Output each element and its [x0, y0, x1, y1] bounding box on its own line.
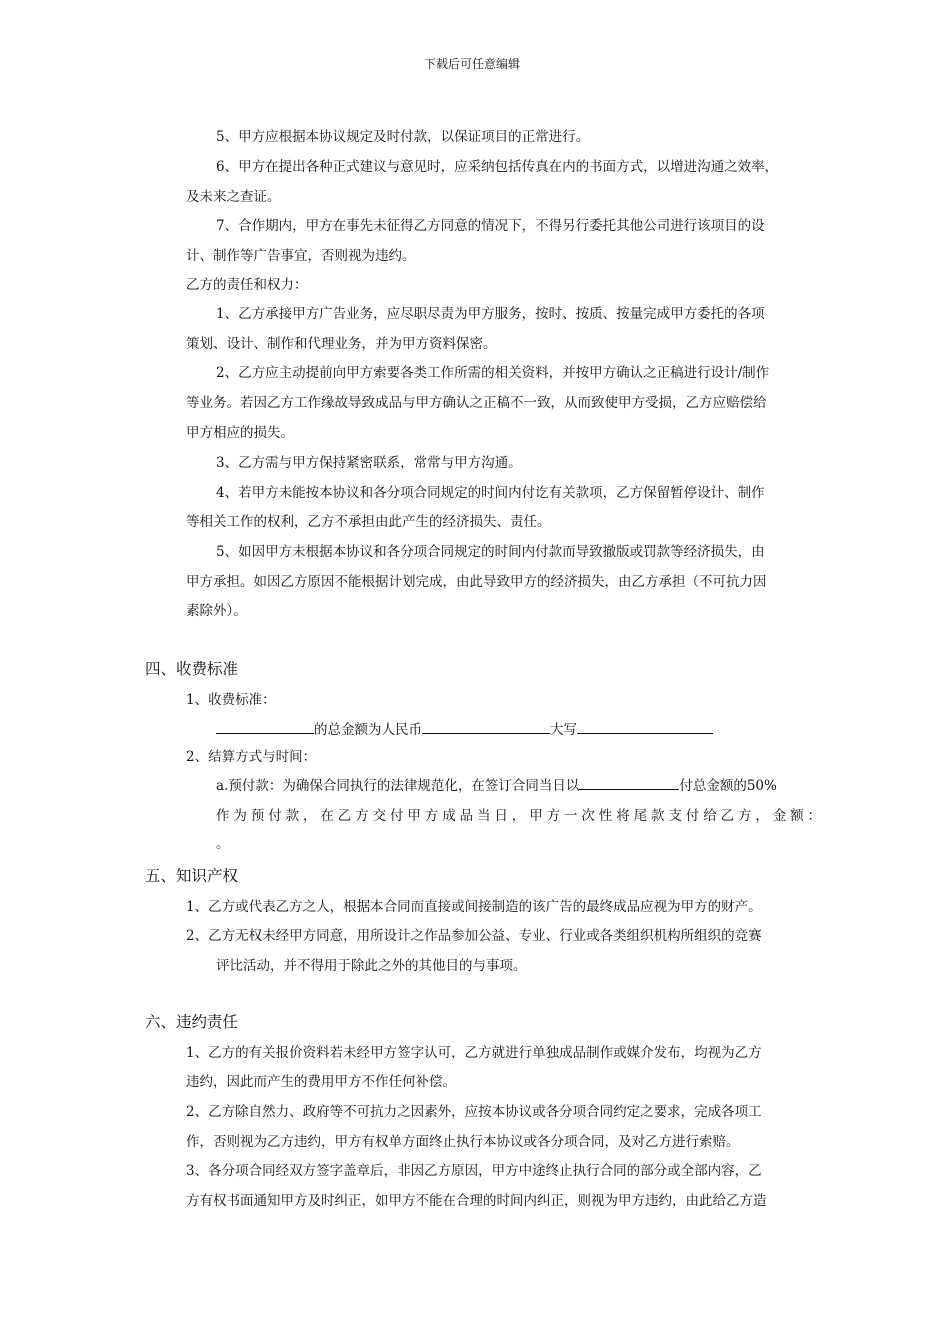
- prepayment-line2: 作为预付款，在乙方交付甲方成品当日，甲方一次性将尾款支付给乙方，金额：: [216, 808, 825, 824]
- clause-yi-5-line2: 甲方承担。如因乙方原因不能根据计划完成，由此导致甲方的经济损失，由乙方承担（不可抗力因: [186, 574, 767, 590]
- ip-clause-2-line1: 2、乙方无权未经甲方同意，用所设计之作品参加公益、专业、行业或各类组织机构所组织的竞赛: [186, 928, 762, 944]
- clause-yi-1-line2: 策划、设计、制作和代理业务，并为甲方资料保密。: [186, 336, 497, 352]
- clause-jia-5: 5、甲方应根据本协议规定及时付款，以保证项目的正常进行。: [216, 129, 590, 145]
- settlement-label: 2、结算方式与时间：: [186, 749, 317, 765]
- breach-clause-1-line2: 违约，因此而产生的费用甲方不作任何补偿。: [186, 1074, 456, 1090]
- clause-jia-6-line2: 及未来之查证。: [186, 189, 281, 205]
- clause-yi-2-line3: 甲方相应的损失。: [186, 425, 294, 441]
- clause-yi-1-line1: 1、乙方承接甲方广告业务，应尽职尽责为甲方服务，按时、按质、按量完成甲方委托的各项: [216, 306, 765, 322]
- clause-jia-7-line2: 计、制作等广告事宜，否则视为违约。: [186, 248, 416, 264]
- page-header: 下载后可任意编辑: [424, 57, 521, 71]
- ip-clause-1: 1、乙方或代表乙方之人，根据本合同而直接或间接制造的该广告的最终成品应视为甲方的财产。: [186, 899, 762, 915]
- clause-jia-7-line1: 7、合作期内，甲方在事先未征得乙方同意的情况下，不得另行委托其他公司进行该项目的设: [216, 218, 765, 234]
- clause-yi-4-line1: 4、若甲方未能按本协议和各分项合同规定的时间内付讫有关款项，乙方保留暂停设计、制作: [216, 485, 765, 501]
- clause-yi-4-line2: 等相关工作的权利，乙方不承担由此产生的经济损失、责任。: [186, 514, 551, 530]
- prepayment-line3: [216, 834, 230, 854]
- breach-clause-2-line2: 作，否则视为乙方违约，甲方有权单方面终止执行本协议或各分项合同，及对乙方进行索赔。: [186, 1134, 740, 1150]
- section-6-title: 六、违约责任: [145, 1013, 239, 1031]
- prepayment-text-b: 付总金额的50%: [679, 778, 777, 794]
- prepayment-end-mark: 。: [216, 836, 230, 852]
- clause-yi-3: 3、乙方需与甲方保持紧密联系，常常与甲方沟通。: [216, 455, 522, 471]
- clause-jia-6-line1: 6、甲方在提出各种正式建议与意见时，应采纳包括传真在内的书面方式，以增进沟通之效率，: [216, 159, 779, 175]
- fee-total-line: [216, 719, 713, 740]
- yi-heading: 乙方的责任和权力：: [186, 277, 308, 293]
- breach-clause-3-line1: 3、各分项合同经双方签字盖章后，非因乙方原因，甲方中途终止执行合同的部分或全部内容，乙: [186, 1163, 762, 1179]
- blank-daxie-field[interactable]: [577, 719, 713, 734]
- clause-yi-5-line1: 5、如因甲方未根据本协议和各分项合同规定的时间内付款而导致撤版或罚款等经济损失，由: [216, 544, 765, 560]
- section-5-title: 五、知识产权: [145, 867, 239, 885]
- section-4-title: 四、收费标准: [145, 660, 239, 678]
- clause-yi-5-line3: 素除外）。: [186, 603, 247, 619]
- ip-clause-2-line2: 评比活动，并不得用于除此之外的其他目的与事项。: [216, 958, 527, 974]
- fee-standard-label: 1、收费标准：: [186, 692, 276, 708]
- clause-yi-2-line1: 2、乙方应主动提前向甲方索要各类工作所需的相关资料，并按甲方确认之正稿进行设计/制作: [216, 365, 770, 381]
- prepayment-text-a: a.预付款：为确保合同执行的法律规范化，在签订合同当日以: [216, 778, 580, 794]
- breach-clause-3-line2: 方有权书面通知甲方及时纠正，如甲方不能在合理的时间内纠正，则视为甲方违约，由此给乙方造: [186, 1193, 767, 1209]
- blank-prepay-field[interactable]: [579, 775, 679, 790]
- breach-clause-2-line1: 2、乙方除自然力、政府等不可抗力之因素外，应按本协议或各分项合同约定之要求，完成各项工: [186, 1104, 762, 1120]
- prepayment-line1: [216, 775, 777, 796]
- breach-clause-1-line1: 1、乙方的有关报价资料若未经甲方签字认可，乙方就进行单独成品制作或媒介发布，均视为乙方: [186, 1045, 762, 1061]
- blank-project-field[interactable]: [216, 719, 314, 734]
- total-amount-label: 的总金额为人民币: [314, 722, 422, 738]
- clause-yi-2-line2: 等业务。若因乙方工作缘故导致成品与甲方确认之正稿不一致，从而致使甲方受损，乙方应赔偿给: [186, 395, 767, 411]
- blank-rmb-amount-field[interactable]: [422, 719, 550, 734]
- daxie-label: 大写: [550, 722, 577, 738]
